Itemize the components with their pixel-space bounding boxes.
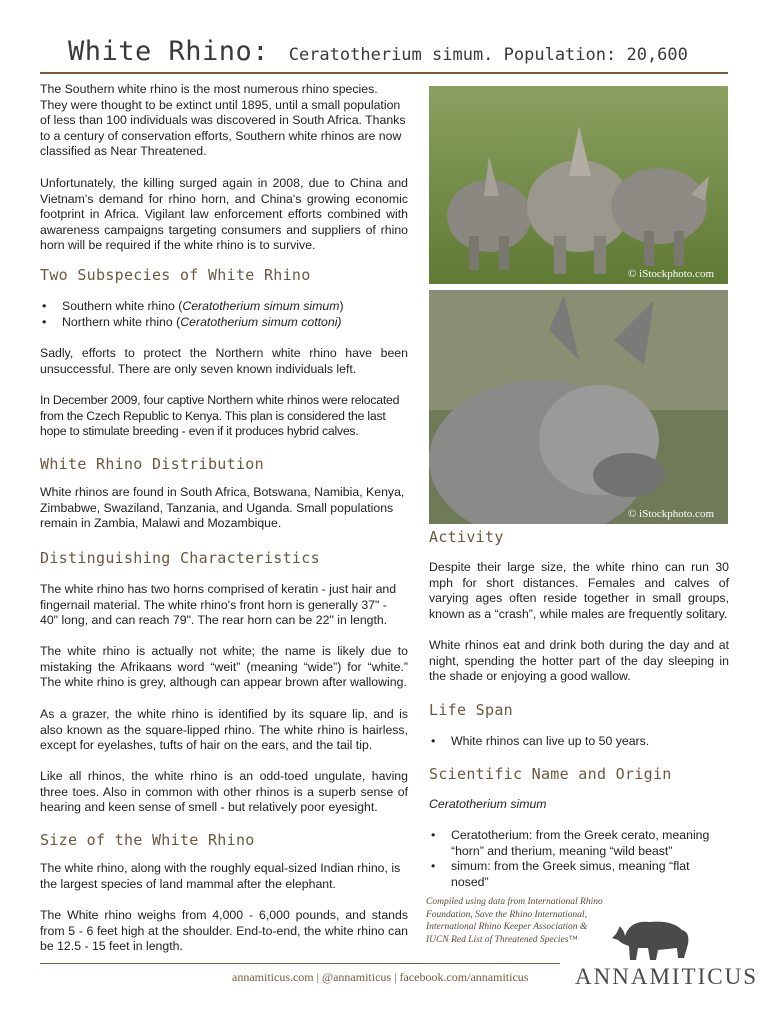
activity-paragraph-1: Despite their large size, the white rhino can run 30 mph for short distances. Females and calves of varying ages often reside together in small groups, known as a “crash”, while males are frequently solitary. xyxy=(429,560,729,621)
footer-rule xyxy=(40,963,560,964)
distribution-heading: White Rhino Distribution xyxy=(40,455,264,473)
list-item: • Ceratotherium: from the Greek cerato, meaning “horn” and therium, meaning “wild beast” xyxy=(429,828,729,859)
size-paragraph-1: The white rhino, along with the roughly equal-sized Indian rhino, is the largest species of land mammal after the elephant. xyxy=(40,861,401,891)
list-item: • Southern white rhino (Ceratotherium simum simum) xyxy=(40,299,408,315)
rhino-calf-illustration xyxy=(429,290,728,524)
rhino-calf-photo xyxy=(429,290,728,524)
intro-paragraph-1: The Southern white rhino is the most numerous rhino species. They were thought to be extinct until 1895, until a small population of less than 100 individuals was discovered in South Africa. Thanks to a century of conservation efforts, Southern white rhinos are now classified as Near Threatened. xyxy=(40,82,406,158)
sources-note: Compiled using data from International Rhino Foundation, Save the Rhino International, International Rhino Keeper Association & IUCN Red List of Threatened Species™ xyxy=(426,897,603,945)
size-paragraph-2: The White rhino weighs from 4,000 - 6,000 pounds, and stands from 5 - 6 feet high at the shoulder. End-to-end, the white rhino can be 12.5 - 15 feet in length. xyxy=(40,908,408,953)
list-item: • White rhinos can live up to 50 years. xyxy=(429,734,729,750)
characteristics-paragraph-4: Like all rhinos, the white rhino is an odd-toed ungulate, having three toes. Also in common with other rhinos is a superb sense of hearing and keen sense of smell - but relatively poor eyesight. xyxy=(40,769,408,814)
list-item: • simum: from the Greek simus, meaning “flat nosed” xyxy=(429,859,729,890)
footer-links[interactable]: annamiticus.com | @annamiticus | facebook.com/annamiticus xyxy=(232,970,529,984)
title-main: White Rhino: xyxy=(68,36,270,67)
characteristics-paragraph-2: The white rhino is actually not white; the name is likely due to mistaking the Afrikaans word “weit” (meaning “wide”) for “white.” The white rhino is grey, although can appear brown after wallowing. xyxy=(40,644,408,689)
activity-heading: Activity xyxy=(429,528,504,546)
subspecies-list xyxy=(40,299,408,330)
characteristics-paragraph-1: The white rhino has two horns comprised of keratin - just hair and fingernail material. The white rhino's front horn is generally 37" - 40" long, and can reach 79". The rear horn can be 22" in length. xyxy=(40,582,397,627)
size-heading: Size of the White Rhino xyxy=(40,831,255,849)
intro-paragraph-2: Unfortunately, the killing surged again in 2008, due to China and Vietnam's demand for rhino horn, and China's growing economic footprint in Africa. Vigilant law enforcement efforts combined with awareness campaigns targeting consumers and suppliers of rhino horn will be required if the white rhino is to survive. xyxy=(40,176,408,252)
characteristics-paragraph-3: As a grazer, the white rhino is identified by its square lip, and is also known as the square-lipped rhino. The white rhino is hairless, except for eyelashes, tufts of hair on the ears, and the tail tip. xyxy=(40,707,408,752)
lifespan-list xyxy=(429,734,729,750)
header-rule xyxy=(40,72,728,74)
origin-heading: Scientific Name and Origin xyxy=(429,765,672,783)
activity-paragraph-2: White rhinos eat and drink both during the day and at night, spending the hotter part of the day sleeping in the shade or enjoying a good wallow. xyxy=(429,638,729,683)
logo-wordmark: ANNAMITICUS xyxy=(575,964,758,989)
photo-credit: © iStockphoto.com xyxy=(628,508,714,520)
rhino-group-photo xyxy=(429,86,728,284)
photo-credit: © iStockphoto.com xyxy=(628,268,714,280)
subspecies-paragraph-2: In December 2009, four captive Northern white rhinos were relocated from the Czech Republic to Kenya. This plan is considered the last hope to stimulate breeding - even if it produces hybrid calves. xyxy=(40,393,400,438)
origin-list xyxy=(429,828,729,890)
title-subtitle: Ceratotherium simum. Population: 20,600 xyxy=(288,45,688,65)
subspecies-heading: Two Subspecies of White Rhino xyxy=(40,266,311,284)
brand-logo xyxy=(575,908,758,990)
page-title xyxy=(68,36,688,67)
rhino-logo-icon xyxy=(610,908,700,963)
lifespan-heading: Life Span xyxy=(429,701,513,719)
origin-scientific-name: Ceratotherium simum xyxy=(429,797,547,811)
rhino-group-illustration xyxy=(429,86,728,284)
characteristics-heading: Distinguishing Characteristics xyxy=(40,549,320,567)
list-item: • Northern white rhino (Ceratotherium simum cottoni) xyxy=(40,315,408,331)
subspecies-paragraph-1: Sadly, efforts to protect the Northern white rhino have been unsuccessful. There are only seven known individuals left. xyxy=(40,346,408,376)
distribution-paragraph: White rhinos are found in South Africa, Botswana, Namibia, Kenya, Zimbabwe, Swaziland, Tanzania, and Uganda. Small populations remain in Zambia, Malawi and Mozambique. xyxy=(40,485,405,530)
